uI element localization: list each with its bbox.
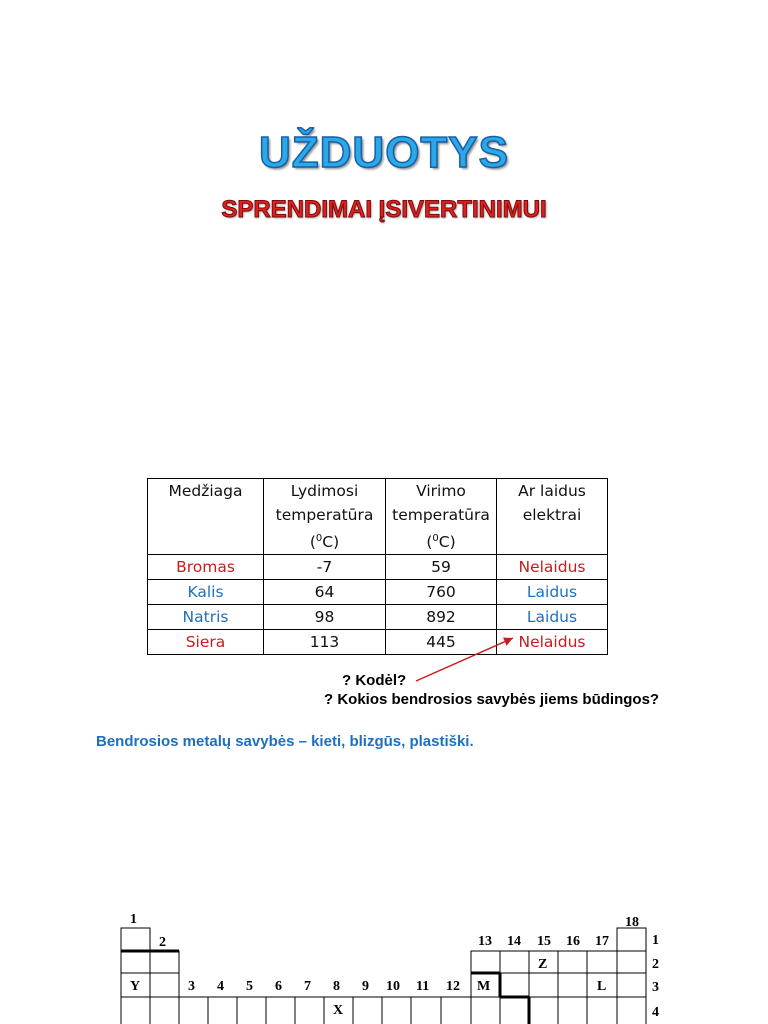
cell-substance: Kalis bbox=[148, 580, 264, 605]
cell-boiling: 445 bbox=[386, 630, 497, 655]
question-common-properties: ? Kokios bendrosios savybės jiems būdingos? bbox=[324, 691, 660, 708]
cell-p4-g14 bbox=[500, 997, 529, 1024]
group-label: 17 bbox=[595, 934, 609, 949]
header-melting-unit-open: ( bbox=[309, 533, 316, 552]
cell-conductivity: Nelaidus bbox=[497, 630, 608, 655]
period-label: 1 bbox=[652, 933, 659, 948]
period-label: 4 bbox=[652, 1005, 659, 1020]
group-label: 16 bbox=[566, 934, 580, 949]
group-label: 7 bbox=[304, 979, 311, 994]
cell-p4-g11 bbox=[411, 997, 441, 1024]
cell-p4-g6 bbox=[266, 997, 295, 1024]
cell-p1-g18 bbox=[617, 928, 646, 951]
group-label: 6 bbox=[275, 979, 282, 994]
cell-p4-g12 bbox=[441, 997, 471, 1024]
cell-p3-g14 bbox=[500, 973, 529, 997]
group-label: 11 bbox=[416, 979, 430, 994]
page-title: UŽDUOTYS bbox=[259, 128, 509, 177]
cell-p4-g1 bbox=[121, 997, 150, 1024]
question-why: ? Kodėl? bbox=[342, 672, 407, 689]
header-boiling-unit-degree: 0 bbox=[432, 533, 439, 544]
cell-p4-g2 bbox=[150, 997, 179, 1024]
header-boiling-line1: Virimo bbox=[416, 482, 466, 500]
period-label: 2 bbox=[652, 957, 659, 972]
cell-p4-g17 bbox=[587, 997, 617, 1024]
cell-p4-g13 bbox=[471, 997, 500, 1024]
cell-p4-g9 bbox=[353, 997, 382, 1024]
group-label: 13 bbox=[478, 934, 492, 949]
cell-p2-g2 bbox=[150, 951, 179, 973]
cell-substance: Bromas bbox=[148, 555, 264, 580]
cell-melting: -7 bbox=[264, 555, 386, 580]
cell-boiling: 760 bbox=[386, 580, 497, 605]
group-label: 3 bbox=[188, 979, 195, 994]
cell-p3-g18 bbox=[617, 973, 646, 997]
cell-substance: Natris bbox=[148, 605, 264, 630]
element-letter-m: M bbox=[477, 979, 491, 994]
metals-properties-note: Bendrosios metalų savybės – kieti, blizgūs, plastiški. bbox=[96, 733, 474, 750]
cell-p4-g18 bbox=[617, 997, 646, 1024]
cell-p2-g16 bbox=[558, 951, 587, 973]
header-substance-label: Medžiaga bbox=[168, 482, 243, 500]
group-label: 1 bbox=[130, 912, 137, 927]
cell-p3-g15 bbox=[529, 973, 558, 997]
cell-melting: 64 bbox=[264, 580, 386, 605]
group-label: 14 bbox=[507, 934, 521, 949]
cell-p4-g4 bbox=[208, 997, 237, 1024]
header-boiling-unit-open: ( bbox=[426, 533, 433, 552]
page-subtitle: SPRENDIMAI ĮSIVERTINIMUI bbox=[221, 196, 547, 223]
cell-p1-g1 bbox=[121, 928, 150, 951]
header-conductivity-line2: elektrai bbox=[522, 506, 582, 524]
header-melting-unit-degree: 0 bbox=[315, 533, 323, 544]
element-letter-l: L bbox=[597, 979, 607, 994]
element-letter-x: X bbox=[333, 1003, 344, 1018]
cell-boiling: 59 bbox=[386, 555, 497, 580]
cell-conductivity: Laidus bbox=[497, 605, 608, 630]
group-label: 18 bbox=[625, 915, 639, 930]
cell-p4-g7 bbox=[295, 997, 324, 1024]
group-label: 12 bbox=[446, 979, 460, 994]
header-conductivity-line1: Ar laidus bbox=[518, 482, 586, 500]
group-label: 10 bbox=[386, 979, 400, 994]
cell-melting: 98 bbox=[264, 605, 386, 630]
period-label: 3 bbox=[652, 980, 659, 995]
group-label: 15 bbox=[537, 934, 551, 949]
header-melting-line1: Lydimosi bbox=[290, 482, 359, 500]
cell-p2-g13 bbox=[471, 951, 500, 973]
cell-p4-g16 bbox=[558, 997, 587, 1024]
metal-boundary-lines bbox=[121, 951, 529, 1024]
header-melting-unit-close: C) bbox=[322, 533, 340, 552]
cell-p4-g15 bbox=[529, 997, 558, 1024]
cell-melting: 113 bbox=[264, 630, 386, 655]
group-label: 8 bbox=[333, 979, 340, 994]
group-label: 2 bbox=[159, 935, 166, 950]
header-melting-line2: temperatūra bbox=[275, 506, 374, 524]
group-label: 9 bbox=[362, 979, 369, 994]
header-boiling-line2: temperatūra bbox=[392, 506, 490, 524]
cell-p3-g2 bbox=[150, 973, 179, 997]
cell-conductivity: Laidus bbox=[497, 580, 608, 605]
cell-p4-g5 bbox=[237, 997, 266, 1024]
element-letter-y: Y bbox=[130, 979, 141, 994]
cell-p4-g10 bbox=[382, 997, 411, 1024]
group-label: 5 bbox=[246, 979, 253, 994]
cell-boiling: 892 bbox=[386, 605, 497, 630]
cell-substance: Siera bbox=[148, 630, 264, 655]
element-letter-z: Z bbox=[538, 957, 548, 972]
group-label: 4 bbox=[217, 979, 224, 994]
cell-p2-g18 bbox=[617, 951, 646, 973]
cell-p2-g17 bbox=[587, 951, 617, 973]
cell-p3-g16 bbox=[558, 973, 587, 997]
cell-conductivity: Nelaidus bbox=[497, 555, 608, 580]
cell-p4-g3 bbox=[179, 997, 208, 1024]
header-boiling-unit-close: C) bbox=[438, 533, 456, 552]
cell-p2-g1 bbox=[121, 951, 150, 973]
cell-p2-g14 bbox=[500, 951, 529, 973]
